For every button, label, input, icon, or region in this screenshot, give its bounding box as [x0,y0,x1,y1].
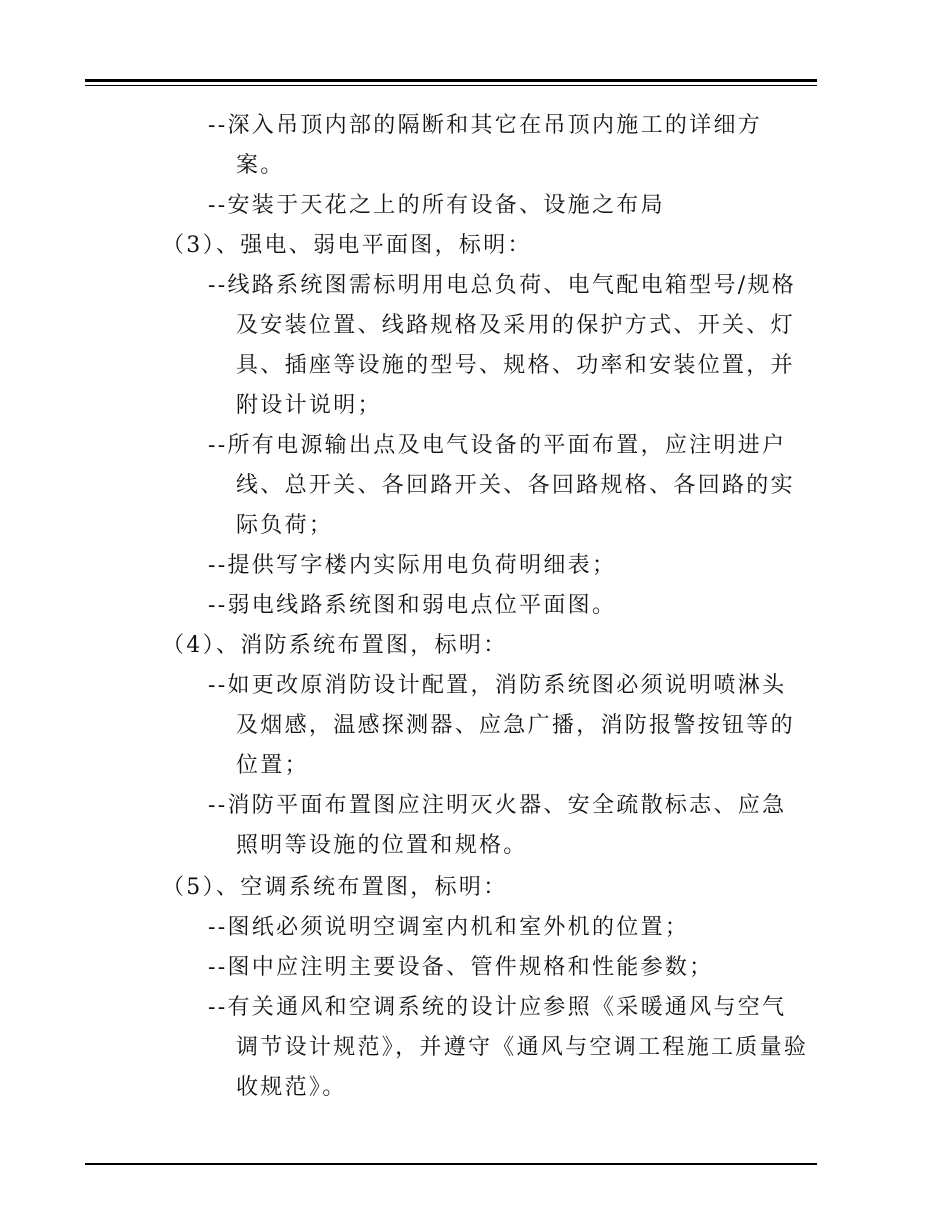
item-line: 具、插座等设施的型号、规格、功率和安装位置，并 [236,353,795,378]
item-line: 及烟感，温感探测器、应急广播，消防报警按钮等的 [236,713,795,738]
item-line: 照明等设施的位置和规格。 [236,833,528,858]
item-line: 际负荷； [236,513,334,538]
item-line: --所有电源输出点及电气设备的平面布置，应注明进户 [208,433,787,458]
item-line: --图中应注明主要设备、管件规格和性能参数； [208,955,714,980]
item-line: --弱电线路系统图和弱电点位平面图。 [208,593,617,618]
item-line: --图纸必须说明空调室内机和室外机的位置； [208,915,690,940]
item-line: --安装于天花之上的所有设备、设施之布局 [208,193,665,218]
section-4-heading: （4）、消防系统布置图，标明： [162,633,508,658]
item-line: 线、总开关、各回路开关、各回路规格、各回路的实 [236,473,795,498]
item-line: 及安装位置、线路规格及采用的保护方式、开关、灯 [236,313,795,338]
item-line: 调节设计规范》，并遵守《通风与空调工程施工质量验 [236,1035,809,1060]
item-line: --线路系统图需标明用电总负荷、电气配电箱型号/规格 [208,273,797,298]
footer-rule [85,1163,817,1165]
item-line: --消防平面布置图应注明灭火器、安全疏散标志、应急 [208,793,787,818]
item-line: --提供写字楼内实际用电负荷明细表； [208,553,617,578]
item-line: 附设计说明； [236,393,382,418]
header-rule-thin [85,85,817,86]
item-line: --如更改原消防设计配置，消防系统图必须说明喷淋头 [208,673,787,698]
item-line: 位置； [236,753,309,778]
item-line: 案。 [236,153,285,178]
item-line: 收规范》。 [236,1075,347,1100]
section-3-heading: （3）、强电、弱电平面图，标明： [162,233,532,258]
header-rule-thick [85,79,817,82]
item-line: --有关通风和空调系统的设计应参照《采暖通风与空气 [208,995,787,1020]
item-line: --深入吊顶内部的隔断和其它在吊顶内施工的详细方 [208,113,763,138]
section-5-heading: （5）、空调系统布置图，标明： [162,875,508,900]
